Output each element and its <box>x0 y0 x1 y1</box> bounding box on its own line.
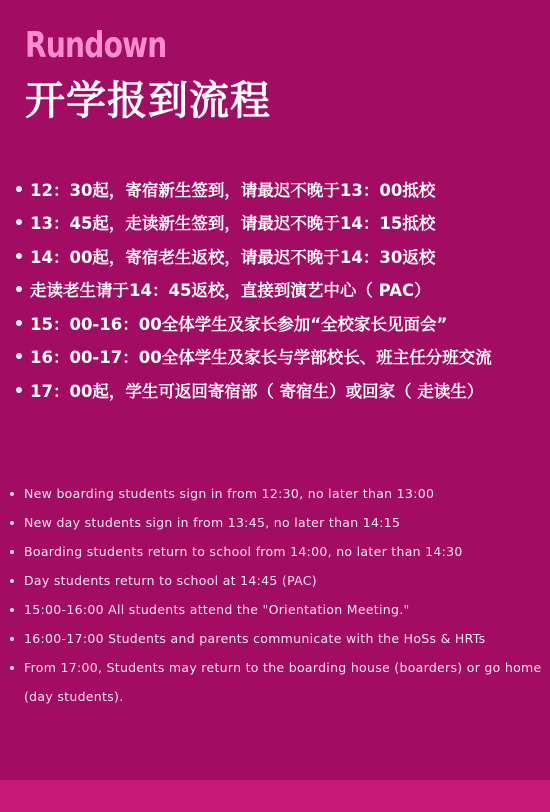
list-item <box>10 508 545 537</box>
bullet-icon <box>10 579 14 583</box>
bullet-icon <box>16 253 22 259</box>
page-title: 开学报到流程 <box>25 78 271 124</box>
list-item-text: 12：30起，寄宿新生签到，请最迟不晚于13：00抵校 <box>30 180 436 200</box>
bullet-icon <box>10 550 14 554</box>
list-item <box>10 653 545 711</box>
list-item-text: New boarding students sign in from 12:30, no later than 13:00 <box>24 486 435 501</box>
footer-band <box>0 780 550 812</box>
list-item <box>16 239 546 273</box>
bullet-icon <box>16 353 22 359</box>
bullet-icon <box>16 286 22 292</box>
bullet-icon <box>10 637 14 641</box>
list-item <box>10 537 545 566</box>
list-item <box>10 624 545 653</box>
list-item <box>16 206 546 240</box>
bullet-icon <box>10 608 14 612</box>
list-item <box>10 479 545 508</box>
list-item-text: Day students return to school at 14:45 (PAC) <box>24 573 317 588</box>
list-item <box>16 373 546 407</box>
list-item <box>10 595 545 624</box>
bullet-icon <box>16 219 22 225</box>
bullet-icon <box>10 521 14 525</box>
list-item-text: 13：45起，走读新生签到，请最迟不晚于14：15抵校 <box>30 214 436 234</box>
header <box>25 24 271 126</box>
list-item-text: 16：00-17：00全体学生及家长与学部校长、班主任分班交流 <box>30 348 492 368</box>
list-item <box>10 566 545 595</box>
list-item <box>16 172 546 206</box>
bullet-icon <box>16 186 22 192</box>
list-item-text: 15：00-16：00全体学生及家长参加“全校家长见面会” <box>30 314 448 334</box>
list-item-text: 15:00-16:00 All students attend the "Orientation Meeting." <box>24 602 410 617</box>
list-item-text: New day students sign in from 13:45, no later than 14:15 <box>24 515 401 530</box>
list-item <box>16 340 546 374</box>
list-item <box>16 306 546 340</box>
bullet-icon <box>16 387 22 393</box>
rundown-kicker: Rundown <box>25 25 167 66</box>
list-item <box>16 273 546 307</box>
list-item-text: 16:00-17:00 Students and parents communicate with the HoSs & HRTs <box>24 631 486 646</box>
list-item-text: 走读老生请于14：45返校，直接到演艺中心（ PAC） <box>30 281 431 301</box>
bullet-icon <box>10 492 14 496</box>
bullet-icon <box>10 666 14 670</box>
list-item-text: 14：00起，寄宿老生返校，请最迟不晚于14：30返校 <box>30 247 436 267</box>
english-schedule-list <box>10 479 545 711</box>
bullet-icon <box>16 320 22 326</box>
list-item-text: 17：00起，学生可返回寄宿部（ 寄宿生）或回家（ 走读生） <box>30 381 484 401</box>
list-item-text: Boarding students return to school from 14:00, no later than 14:30 <box>24 544 463 559</box>
list-item-text: From 17:00, Students may return to the boarding house (boarders) or go home (day students). <box>24 660 542 704</box>
chinese-schedule-list <box>16 172 546 407</box>
